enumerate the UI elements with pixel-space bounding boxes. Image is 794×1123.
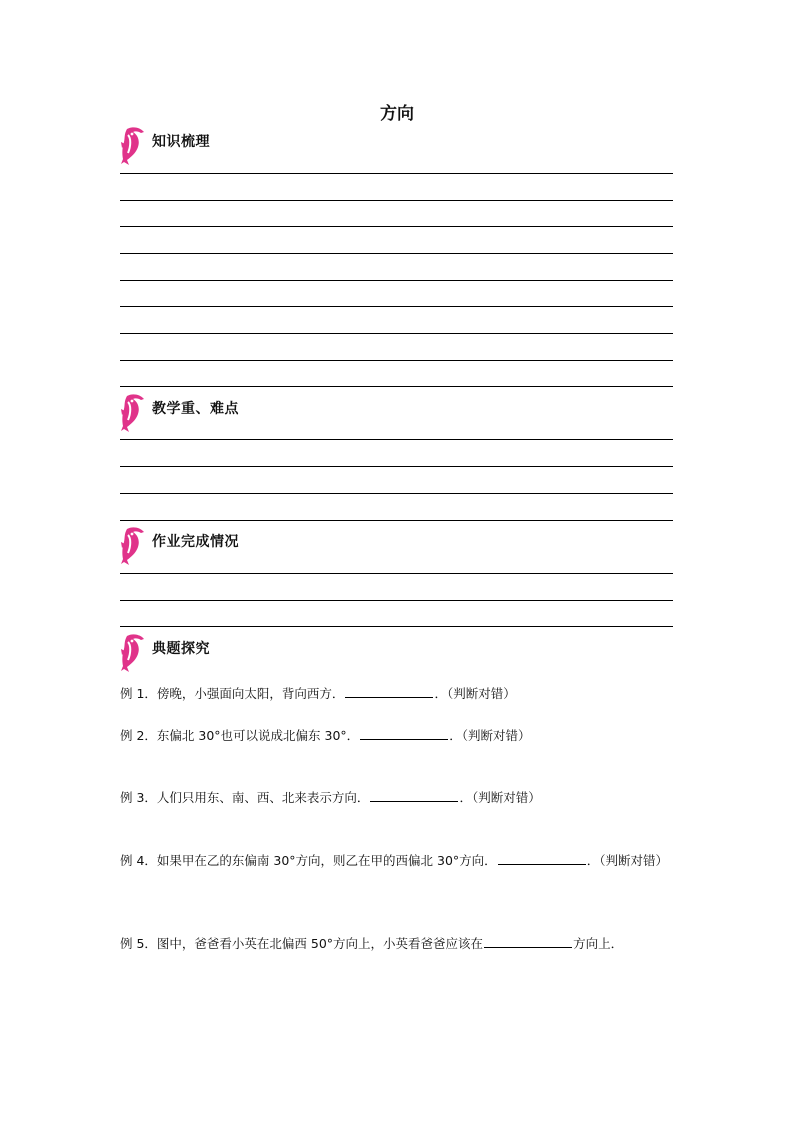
writing-line [120,573,673,574]
example-item [120,933,675,954]
example-text: 例 2．东偏北 30°也可以说成北偏东 30°． [120,728,360,743]
answer-blank[interactable] [345,684,433,698]
section-heading-homework [118,526,239,566]
section-heading-knowledge [118,126,210,166]
section-label: 典题探究 [152,641,210,657]
answer-blank[interactable] [370,788,458,802]
example-text: 例 5．图中，爸爸看小英在北偏西 50°方向上，小英看爸爸应该在 [120,936,484,951]
example-text: 例 1．傍晚，小强面向太阳，背向西方． [120,686,345,701]
writing-line [120,493,673,494]
answer-blank[interactable] [498,851,586,865]
example-text: 例 4．如果甲在乙的东偏南 30°方向，则乙在甲的西偏北 30°方向． [120,853,497,868]
section-heading-key-points [118,393,239,433]
writing-line [120,280,673,281]
answer-blank[interactable] [484,934,572,948]
example-suffix: ．（判断对错） [459,790,541,805]
writing-line [120,626,673,627]
dolphin-icon [118,633,148,673]
answer-blank[interactable] [360,726,448,740]
writing-line [120,226,673,227]
writing-line [120,360,673,361]
example-suffix: 方向上． [573,936,624,951]
section-label: 教学重、难点 [152,401,239,417]
writing-line [120,439,673,440]
example-item [120,850,675,871]
writing-line [120,333,673,334]
writing-line [120,520,673,521]
example-item [120,725,675,746]
example-suffix: ．（判断对错） [434,686,516,701]
writing-line [120,253,673,254]
writing-line [120,466,673,467]
dolphin-icon [118,526,148,566]
writing-line [120,600,673,601]
example-item [120,683,675,704]
page-title: 方向 [380,104,414,124]
example-suffix: ．（判断对错） [586,853,668,868]
example-item [120,787,675,808]
section-label: 知识梳理 [152,134,210,150]
dolphin-icon [118,393,148,433]
writing-line [120,306,673,307]
section-heading-examples [118,633,210,673]
section-label: 作业完成情况 [152,534,239,550]
writing-line [120,173,673,174]
example-text: 例 3．人们只用东、南、西、北来表示方向． [120,790,370,805]
dolphin-icon [118,126,148,166]
writing-line [120,386,673,387]
writing-line [120,200,673,201]
example-suffix: ．（判断对错） [449,728,531,743]
